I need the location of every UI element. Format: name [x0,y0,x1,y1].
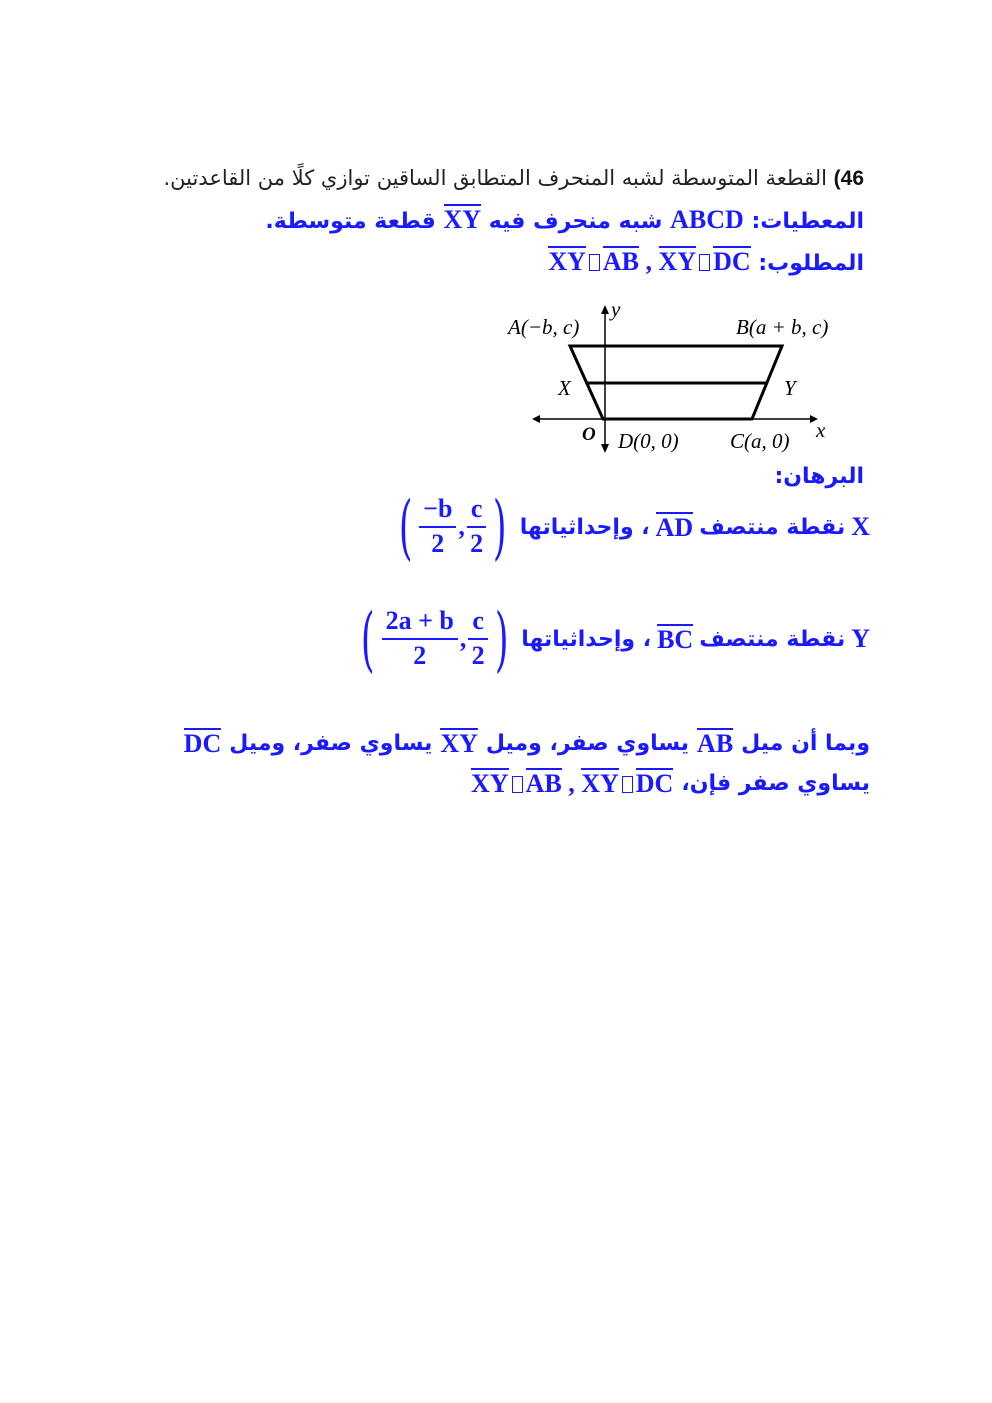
conclusion-r2: AB [525,769,562,798]
conclusion-t1: وبما أن ميل [741,731,870,756]
proof-line-x [392,486,870,568]
proof-x-segment: AD [655,512,694,542]
required-expression [548,247,750,276]
conclusion-s3: DC [183,729,222,758]
y-axis-arrow-up [601,305,609,314]
label-x: X [558,376,571,400]
proof-x-den2: 2 [470,529,484,558]
conclusion-sep: , [568,769,575,798]
label-c: C(a, 0) [730,429,790,453]
parallel-symbol-box [512,776,523,793]
given-label: المعطيات: [751,209,864,234]
proof-y-point: Y [851,624,870,653]
trapezoid-figure [500,300,840,480]
given-text-2: قطعة متوسطة. [265,209,436,234]
label-o: O [582,424,596,445]
conclusion-s1: AB [697,729,734,758]
label-x-axis: x [816,418,826,442]
proof-y-text: نقطة منتصف [699,626,846,652]
problem-text: القطعة المتوسطة لشبه المنحرف المتطابق الساقين توازي كلًا من القاعدتين. [163,166,827,190]
proof-y-num1: 2a + b [382,607,458,640]
proof-y-segment: BC [657,624,694,654]
proof-x-num1: −b [419,495,456,528]
label-y: Y [784,376,796,400]
label-d: D(0, 0) [618,429,679,453]
y-axis-arrow-down [601,444,609,453]
given-text-1: شبه منحرف فيه [488,209,663,234]
proof-x-num2: c [467,495,487,528]
given-line [265,204,864,235]
required-seg3: XY [658,247,697,276]
x-axis-arrow-left [532,415,540,423]
parallel-symbol-box [622,776,633,793]
problem-number: 46) [833,167,864,190]
required-label: المطلوب: [758,251,864,276]
proof-line-y [354,598,870,680]
proof-x-coordinates: ( $\frac{-b}{2}$ , $\frac{c}{2}$ ) [398,486,507,568]
conclusion-r3: XY [581,769,619,798]
conclusion-s2: XY [440,729,478,758]
conclusion-t3: يساوي صفر، وميل [229,731,433,756]
proof-x-text: نقطة منتصف [699,514,846,540]
required-seg1: XY [548,247,586,276]
conclusion-line-2 [471,768,870,799]
conclusion-line-1 [184,728,870,759]
conclusion-r1: XY [471,769,509,798]
proof-y-comma: , [459,624,467,653]
proof-x-text-2: ، وإحداثياتها [519,514,650,540]
parallel-symbol-box [589,254,600,271]
parallel-symbol-box [699,254,710,271]
label-y-axis: y [611,300,621,321]
proof-x-comma: , [458,512,465,541]
proof-x-den1: 2 [431,529,445,558]
proof-y-den2: 2 [471,641,485,670]
conclusion-result [471,768,673,799]
given-segment: XY [443,205,482,234]
given-figure-name: ABCD [670,205,744,234]
proof-y-text-2: ، وإحداثياتها [521,626,652,652]
label-b: B(a + b, c) [736,315,829,339]
proof-x-point: X [851,512,870,541]
required-sep: , [645,247,653,276]
proof-y-den1: 2 [413,641,427,670]
proof-y-coordinates: ( $\frac{2a + b}{2}$ , $\frac{c}{2}$ ) [361,598,509,680]
conclusion-t4: يساوي صفر فإن، [681,771,870,796]
conclusion-r4: DC [635,769,674,798]
problem-statement [163,166,864,191]
required-line [548,246,864,277]
proof-label: البرهان: [774,464,864,489]
label-a: A(−b, c) [508,315,580,339]
proof-y-num2: c [468,607,488,640]
conclusion-t2: يساوي صفر، وميل [485,731,690,756]
required-seg2: AB [602,247,640,276]
required-seg4: DC [713,247,751,276]
